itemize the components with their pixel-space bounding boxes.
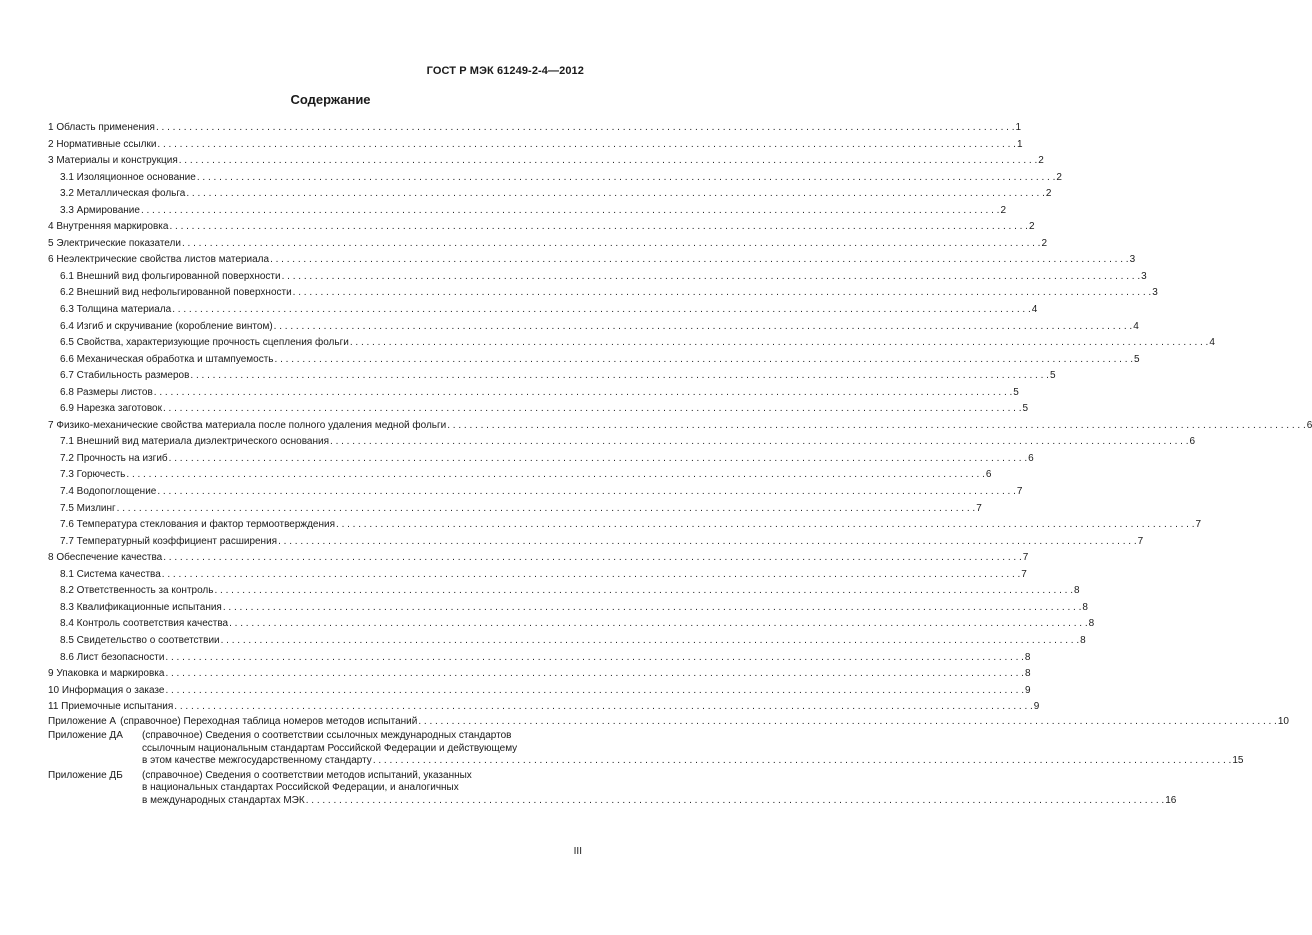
dot-leader [282,269,1141,286]
toc-entry-label: 3.2 Металлическая фольга [60,188,186,200]
annex-page: 10 [1277,715,1289,727]
toc-entry[interactable] [48,385,1019,402]
dot-leader [169,219,1028,236]
toc-entry[interactable] [48,170,1062,187]
dot-leader [163,550,1022,567]
toc-annexes [48,715,1289,808]
dot-leader [336,517,1195,534]
toc-entry[interactable] [48,269,1147,286]
toc-entry[interactable] [48,434,1196,451]
toc-entry[interactable] [48,319,1139,336]
toc-entry[interactable] [48,451,1034,468]
dot-leader [165,683,1024,700]
toc-entry-label: 7.6 Температура стеклования и фактор термоотверждения [60,519,336,531]
toc-entry[interactable] [48,484,1023,501]
toc-entry-page: 2 [1045,188,1052,200]
dot-leader [154,385,1013,402]
dot-leader [186,186,1045,203]
toc-entry[interactable] [48,120,1022,137]
toc-entry-page: 6 [1028,452,1034,464]
annex-title-text: (справочное) Переходная таблица номеров методов испытаний [120,715,418,727]
toc-entry-page: 2 [1038,155,1044,167]
dot-leader [190,368,1049,385]
toc-entry-label: 8.2 Ответственность за контроль [60,585,214,597]
toc-entry-page: 2 [1000,204,1007,216]
toc-entry-page: 8 [1024,651,1031,663]
dot-leader [275,352,1134,369]
annex-body [120,716,1289,729]
dot-leader [174,699,1033,716]
toc-entry-label: 8 Обеспечение качества [48,552,163,564]
toc-entry-page: 6 [985,469,992,481]
dot-leader [162,567,1021,584]
dot-leader [223,600,1082,617]
page-title: Содержание [290,92,371,107]
annex-title-line: ссылочным национальным стандартам Российской Федерации и действующему [142,742,518,754]
toc-annex[interactable] [48,715,1289,729]
toc-entry-page: 3 [1129,254,1136,266]
toc-annex[interactable] [48,730,1244,768]
toc-entry[interactable] [48,517,1202,534]
dot-leader [157,137,1016,154]
toc-entry[interactable] [48,467,992,484]
toc-entry-label: 8.6 Лист безопасности [60,651,165,663]
toc-entry[interactable] [48,335,1215,352]
toc-entry-page: 7 [1137,535,1144,547]
toc-entry-label: 6.9 Нарезка заготовок [60,403,162,415]
dot-leader [330,434,1189,451]
toc-entry-label: 7.2 Прочность на изгиб [60,452,168,464]
annex-title-line: (справочное) Сведения о соответствии методов испытаний, указанных [142,769,472,781]
dot-leader [447,418,1306,435]
dot-leader [117,501,976,518]
toc-entry-label: 8.1 Система качества [60,568,161,580]
page-number: III [573,846,582,857]
toc-entry-label: 8.4 Контроль соответствия качества [60,618,229,630]
annex-page: 16 [1165,794,1177,806]
dot-leader [165,650,1024,667]
toc-entry-label: 7.3 Горючесть [60,469,126,481]
toc-entry-label: 8.3 Квалификационные испытания [60,601,222,613]
toc-entry[interactable] [48,352,1140,369]
annex-title-line: в национальных стандартах Российской Федерации, и аналогичных [142,782,459,794]
toc-entry-page: 7 [1195,519,1202,531]
dot-leader [172,302,1031,319]
dot-leader [141,203,1000,220]
toc-entry[interactable] [48,153,1044,170]
toc-entry[interactable] [48,550,1029,567]
document-header: ГОСТ Р МЭК 61249-2-4—2012 [426,65,584,77]
dot-leader [165,666,1024,683]
toc-entry-label: 6.7 Стабильность размеров [60,370,190,382]
toc-entry-label: 11 Приемочные испытания [48,701,174,713]
dot-leader [156,120,1015,137]
toc-annex[interactable] [48,769,1177,808]
annex-page: 15 [1232,755,1244,767]
toc-entry-page: 3 [1152,287,1158,299]
toc-entry-label: 3.3 Армирование [60,204,140,216]
toc-entry[interactable] [48,368,1056,385]
toc-entries [48,120,1312,716]
annex-name: Приложение А [48,715,117,727]
dot-leader [179,153,1038,170]
toc-entry[interactable] [48,616,1095,633]
annex-title-last-line [142,795,1176,808]
toc-entry[interactable] [48,219,1035,236]
toc-entry[interactable] [48,252,1136,269]
toc-entry-page: 8 [1088,618,1095,630]
table-of-contents [48,120,1312,807]
toc-entry-label: 8.5 Свидетельство о соответствии [60,634,220,646]
dot-leader [278,534,1137,551]
toc-entry[interactable] [48,501,982,518]
toc-entry[interactable] [48,203,1007,220]
toc-entry[interactable] [48,650,1031,667]
dot-leader [163,401,1022,418]
toc-entry-page: 5 [1134,353,1140,365]
toc-entry-page: 4 [1133,320,1139,332]
annex-body [142,770,1176,808]
toc-entry-page: 2 [1056,171,1062,183]
toc-entry-label: 3 Материалы и конструкция [48,155,178,167]
toc-entry-label: 7 Физико-механические свойства материала после полного удаления медной фольги [48,419,447,431]
toc-entry-page: 6 [1306,419,1312,431]
toc-entry-page: 7 [1022,552,1029,564]
toc-entry[interactable] [48,137,1023,154]
toc-entry-page: 5 [1013,386,1019,398]
toc-entry-page: 2 [1028,221,1035,233]
toc-entry-page: 9 [1025,684,1031,696]
toc-entry-label: 7.1 Внешний вид материала диэлектрического основания [60,436,330,448]
toc-entry-label: 6.5 Свойства, характеризующие прочность сцепления фольги [60,337,349,349]
dot-leader [214,583,1073,600]
toc-entry-page: 1 [1016,138,1023,150]
toc-entry-page: 8 [1074,585,1080,597]
toc-entry-label: 5 Электрические показатели [48,237,181,249]
annex-body [142,730,1243,768]
toc-entry[interactable] [48,186,1052,203]
toc-entry-label: 9 Упаковка и маркировка [48,668,165,680]
toc-entry-label: 7.7 Температурный коэффициент расширения [60,535,278,547]
toc-entry[interactable] [48,534,1144,551]
toc-entry-page: 2 [1041,237,1048,249]
toc-entry-page: 4 [1209,337,1215,349]
toc-entry-page: 8 [1024,668,1031,680]
toc-entry-page: 8 [1080,634,1086,646]
annex-title-line: (справочное) Сведения о соответствии ссылочных международных стандартов [142,730,512,742]
toc-entry-label: 6.8 Размеры листов [60,386,153,398]
annex-title-text: в международных стандартах МЭК [142,794,305,806]
toc-entry-label: 6.1 Внешний вид фольгированной поверхности [60,270,281,282]
toc-entry[interactable] [48,583,1080,600]
toc-entry[interactable] [48,285,1158,302]
dot-leader [373,755,1232,768]
annex-title-last-line [120,716,1289,729]
annex-name: Приложение ДБ [48,769,123,781]
toc-entry[interactable] [48,683,1031,700]
toc-entry[interactable] [48,633,1086,650]
toc-entry[interactable] [48,600,1088,617]
annex-title-last-line [142,755,1243,768]
toc-entry[interactable] [48,236,1048,253]
toc-entry[interactable] [48,302,1038,319]
toc-entry-label: 7.5 Мизлинг [60,502,116,514]
toc-entry-label: 7.4 Водопоглощение [60,486,157,498]
toc-entry[interactable] [48,699,1040,716]
dot-leader [182,236,1041,253]
annex-title-text: в этом качестве межгосударственному стандарту [142,755,372,767]
toc-entry-label: 6.4 Изгиб и скручивание (коробление винтом) [60,320,273,332]
dot-leader [293,285,1152,302]
toc-entry-label: 1 Область применения [48,122,155,133]
toc-entry-page: 6 [1189,436,1196,448]
toc-entry[interactable] [48,418,1312,435]
toc-entry-label: 4 Внутренняя маркировка [48,221,169,233]
dot-leader [274,319,1133,336]
annex-name: Приложение ДА [48,730,123,742]
toc-entry[interactable] [48,666,1031,683]
toc-entry-label: 6.3 Толщина материала [60,304,172,316]
toc-entry-page: 5 [1022,403,1029,415]
toc-entry-page: 7 [1016,486,1023,498]
dot-leader [197,170,1056,187]
toc-entry-page: 4 [1031,304,1038,316]
dot-leader [229,616,1088,633]
toc-entry-label: 2 Нормативные ссылки [48,138,157,150]
dot-leader [126,467,985,484]
dot-leader [306,795,1165,808]
toc-entry-page: 7 [1021,568,1027,580]
toc-entry-page: 9 [1033,701,1040,713]
toc-entry-label: 6.2 Внешний вид нефольгированной поверхности [60,287,292,299]
dot-leader [157,484,1016,501]
toc-entry-page: 1 [1015,122,1022,133]
toc-entry-label: 6.6 Механическая обработка и штампуемость [60,353,274,365]
dot-leader [169,451,1028,468]
toc-entry-page: 8 [1082,601,1088,613]
toc-entry[interactable] [48,567,1027,584]
dot-leader [418,716,1277,729]
toc-entry-page: 7 [976,502,982,514]
toc-entry-page: 5 [1049,370,1056,382]
dot-leader [350,335,1209,352]
toc-entry-label: 3.1 Изоляционное основание [60,171,196,183]
dot-leader [270,252,1129,269]
dot-leader [221,633,1080,650]
toc-entry-label: 6 Неэлектрические свойства листов материала [48,254,270,266]
toc-entry-label: 10 Информация о заказе [48,684,165,696]
toc-entry-page: 3 [1141,270,1147,282]
toc-entry[interactable] [48,401,1029,418]
